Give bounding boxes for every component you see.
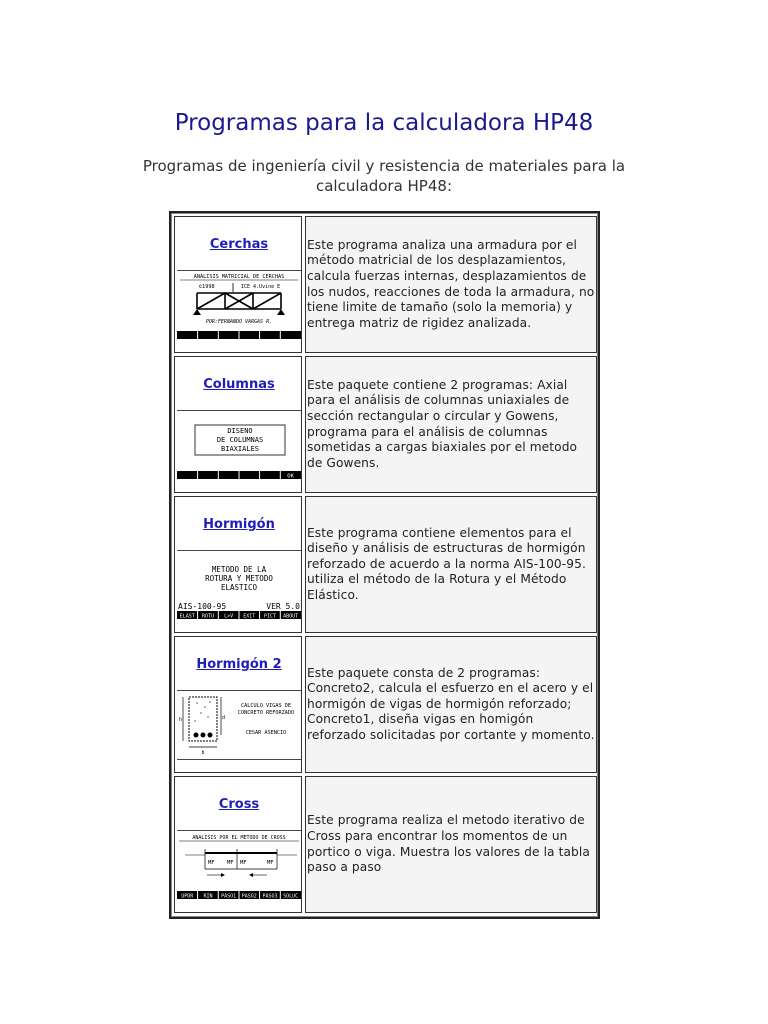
screen-text: ANALISIS MATRICIAL DE CERCHAS [193, 274, 285, 280]
calculator-screen-image [177, 270, 301, 339]
program-link-cerchas[interactable]: Cerchas [209, 237, 269, 252]
calculator-screen-image [177, 830, 301, 899]
program-description: Este programa contiene elementos para el diseño y análisis de estructuras de hormigón reforzado de acuerdo a la norma AIS-100-95. utiliza el método de la Rotura y el Método Elástico. [307, 525, 586, 602]
softkey-ok: OK [287, 473, 294, 479]
program-description-cell [305, 636, 597, 773]
screen-text: DE COLUMNAS [216, 436, 264, 444]
beam-section-screenshot [177, 691, 301, 759]
screen-text: METODO DE LA [211, 565, 267, 574]
program-link-columnas[interactable]: Columnas [203, 377, 275, 392]
program-cell [174, 636, 302, 773]
softkey: PICT [263, 613, 277, 619]
screen-text: MF [208, 860, 215, 866]
screen-text: b [201, 750, 205, 756]
table-row [174, 216, 597, 353]
table-row [174, 496, 597, 633]
truss-screenshot [177, 271, 301, 339]
screen-text: MF [240, 860, 247, 866]
softkey: PASO2 [241, 893, 257, 899]
program-description: Este programa realiza el metodo iterativo de Cross para encontrar los momentos de un portico o viga. Muestra los valores de la tabla paso a paso [307, 813, 590, 875]
screen-text: ELASTICO [220, 583, 258, 592]
program-description-cell [305, 776, 597, 913]
program-link-hormigon-2[interactable]: Hormigón 2 [196, 657, 282, 672]
screen-text: ICE 4.Uvine E [241, 284, 281, 290]
softkey: PASO3 [262, 893, 278, 899]
program-description: Este paquete consta de 2 programas: Concreto2, calcula el esfuerzo en el acero y el hormigón de vigas de hormigón reforzado; Concreto1, diseña vigas en homigón reforzado solicitadas por cortante y momento. [307, 665, 595, 742]
screen-text: CESAR ASENCIO [245, 730, 287, 736]
screen-text: POR:FERNANDO VARGAS R. [205, 319, 273, 325]
cross-method-screenshot [177, 831, 301, 899]
screen-text: ANALISIS POR EL METODO DE CROSS [192, 835, 286, 841]
screen-text: AIS-100-95 [178, 602, 227, 611]
columns-screenshot [177, 411, 301, 479]
softkey: ROTU [201, 613, 215, 619]
softkey: RIN [203, 893, 213, 899]
screen-text: CONCRETO REFORZADO [237, 710, 295, 716]
concrete-screenshot [177, 551, 301, 619]
calculator-screen-image [177, 410, 301, 479]
softkey: SOLUC [283, 893, 299, 899]
table-row [174, 636, 597, 773]
program-cell [174, 356, 302, 493]
screen-text: MF [227, 860, 234, 866]
program-link-cross[interactable]: Cross [218, 797, 260, 812]
screen-text: ROTURA Y METODO [205, 574, 273, 583]
softkey: L>V [224, 613, 234, 619]
screen-text: d [222, 715, 226, 721]
page-title: Programas para la calculadora HP48 [174, 110, 594, 136]
program-cell [174, 496, 302, 633]
softkey: ELAST [179, 613, 195, 619]
intro-text: Programas de ingeniería civil y resistencia de materiales para la calculadora HP48: [142, 157, 626, 195]
program-link-hormigon[interactable]: Hormigón [203, 517, 275, 532]
calculator-screen-image [177, 690, 301, 760]
screen-text: BIAXIALES [221, 445, 259, 453]
screen-text: DISENO [227, 427, 253, 435]
calculator-screen-image [177, 550, 301, 619]
program-cell [174, 216, 302, 353]
program-description-cell [305, 216, 597, 353]
programs-table [169, 211, 600, 919]
screen-text: ©1998 [199, 284, 215, 290]
screen-text: MF [267, 860, 274, 866]
screen-text: CALCULO VIGAS DE [241, 703, 291, 709]
softkey: ABOUT [283, 613, 299, 619]
program-description: Este programa analiza una armadura por el método matricial de los desplazamientos, calcula fuerzas internas, desplazamientos de los nudos, reacciones de toda la armadura, no tiene limite de tamaño (solo la memoria) y entrega matriz de rigidez analizada. [307, 237, 595, 330]
screen-text: h [179, 717, 183, 723]
program-description-cell [305, 356, 597, 493]
table-row [174, 776, 597, 913]
softkey: UPDR [181, 893, 194, 899]
program-description-cell [305, 496, 597, 633]
softkey: EXIT [243, 613, 256, 619]
program-cell [174, 776, 302, 913]
table-row [174, 356, 597, 493]
softkey: PASO1 [221, 893, 237, 899]
screen-text: VER 5.0 [266, 602, 300, 611]
program-description: Este paquete contiene 2 programas: Axial para el análisis de columnas uniaxiales de sección rectangular o circular y Gowens, programa para el análisis de columnas sometidas a cargas biaxiales por el metodo de Gowens. [307, 377, 578, 470]
